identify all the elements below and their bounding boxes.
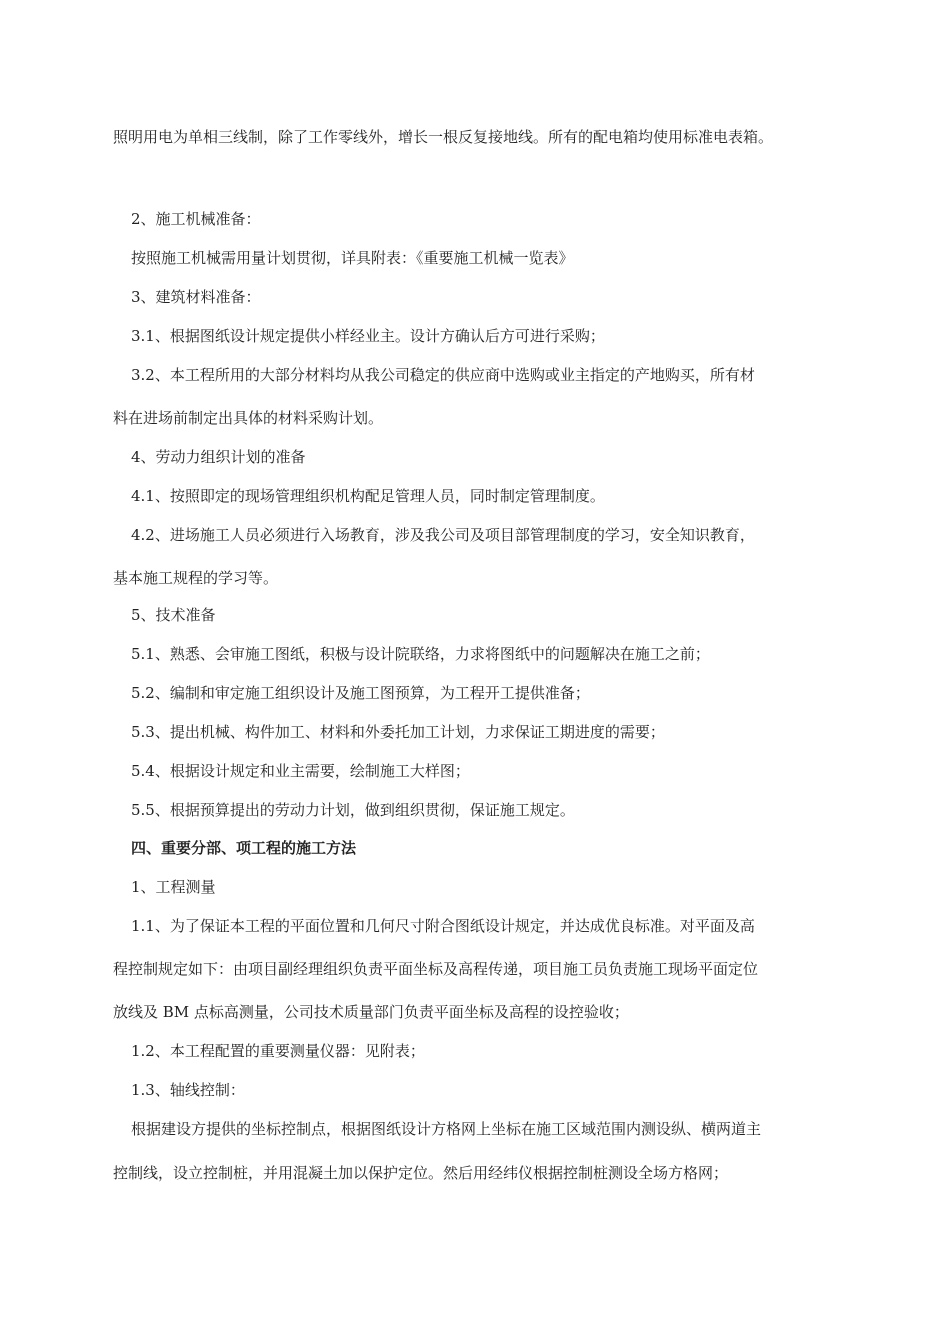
paragraph-line: 5.4、根据设计规定和业主需要，绘制施工大样图； [131, 762, 470, 780]
paragraph-line: 基本施工规程的学习等。 [113, 569, 279, 587]
section-heading: 3、建筑材料准备： [131, 288, 261, 306]
paragraph-line: 5.1、熟悉、会审施工图纸，积极与设计院联络，力求将图纸中的问题解决在施工之前； [131, 645, 710, 663]
paragraph-line: 1.1、为了保证本工程的平面位置和几何尺寸附合图纸设计规定，并达成优良标准。对平面及高 [131, 917, 755, 935]
paragraph-line: 控制线，设立控制桩，并用混凝土加以保护定位。然后用经纬仪根据控制桩测设全场方格网； [113, 1164, 729, 1182]
paragraph-line: 1.2、本工程配置的重要测量仪器：见附表； [131, 1042, 425, 1060]
paragraph-line: 放线及 BM 点标高测量，公司技术质量部门负责平面坐标及高程的设控验收； [113, 1003, 629, 1021]
paragraph-line: 按照施工机械需用量计划贯彻，详具附表：《重要施工机械一览表》 [131, 249, 574, 267]
paragraph-line: 5.3、提出机械、构件加工、材料和外委托加工计划，力求保证工期进度的需要； [131, 723, 665, 741]
section-heading: 1、工程测量 [131, 878, 216, 896]
section-heading: 1.3、轴线控制： [131, 1081, 245, 1099]
section-heading: 4、劳动力组织计划的准备 [131, 448, 306, 466]
paragraph-line: 程控制规定如下：由项目副经理组织负责平面坐标及高程传递，项目施工员负责施工现场平面定位 [113, 960, 759, 978]
paragraph-line: 4.1、按照即定的现场管理组织机构配足管理人员，同时制定管理制度。 [131, 487, 605, 505]
section-heading: 5、技术准备 [131, 606, 216, 624]
paragraph-line: 4.2、进场施工人员必须进行入场教育，涉及我公司及项目部管理制度的学习，安全知识教育， [131, 526, 755, 544]
paragraph-line: 根据建设方提供的坐标控制点，根据图纸设计方格网上坐标在施工区域范围内测设纵、横两道主 [131, 1120, 762, 1138]
paragraph-line: 料在进场前制定出具体的材料采购计划。 [113, 409, 384, 427]
paragraph-line: 3.1、根据图纸设计规定提供小样经业主。设计方确认后方可进行采购； [131, 327, 605, 345]
section-heading: 2、施工机械准备： [131, 210, 261, 228]
paragraph-line: 3.2、本工程所用的大部分材料均从我公司稳定的供应商中选购或业主指定的产地购买，所有材 [131, 366, 755, 384]
paragraph-line: 5.2、编制和审定施工组织设计及施工图预算，为工程开工提供准备； [131, 684, 590, 702]
paragraph-line: 5.5、根据预算提出的劳动力计划，做到组织贯彻，保证施工规定。 [131, 801, 575, 819]
chapter-heading: 四、重要分部、项工程的施工方法 [131, 839, 357, 857]
paragraph-line: 照明用电为单相三线制，除了工作零线外，增长一根反复接地线。所有的配电箱均使用标准电表箱。 [113, 128, 774, 146]
